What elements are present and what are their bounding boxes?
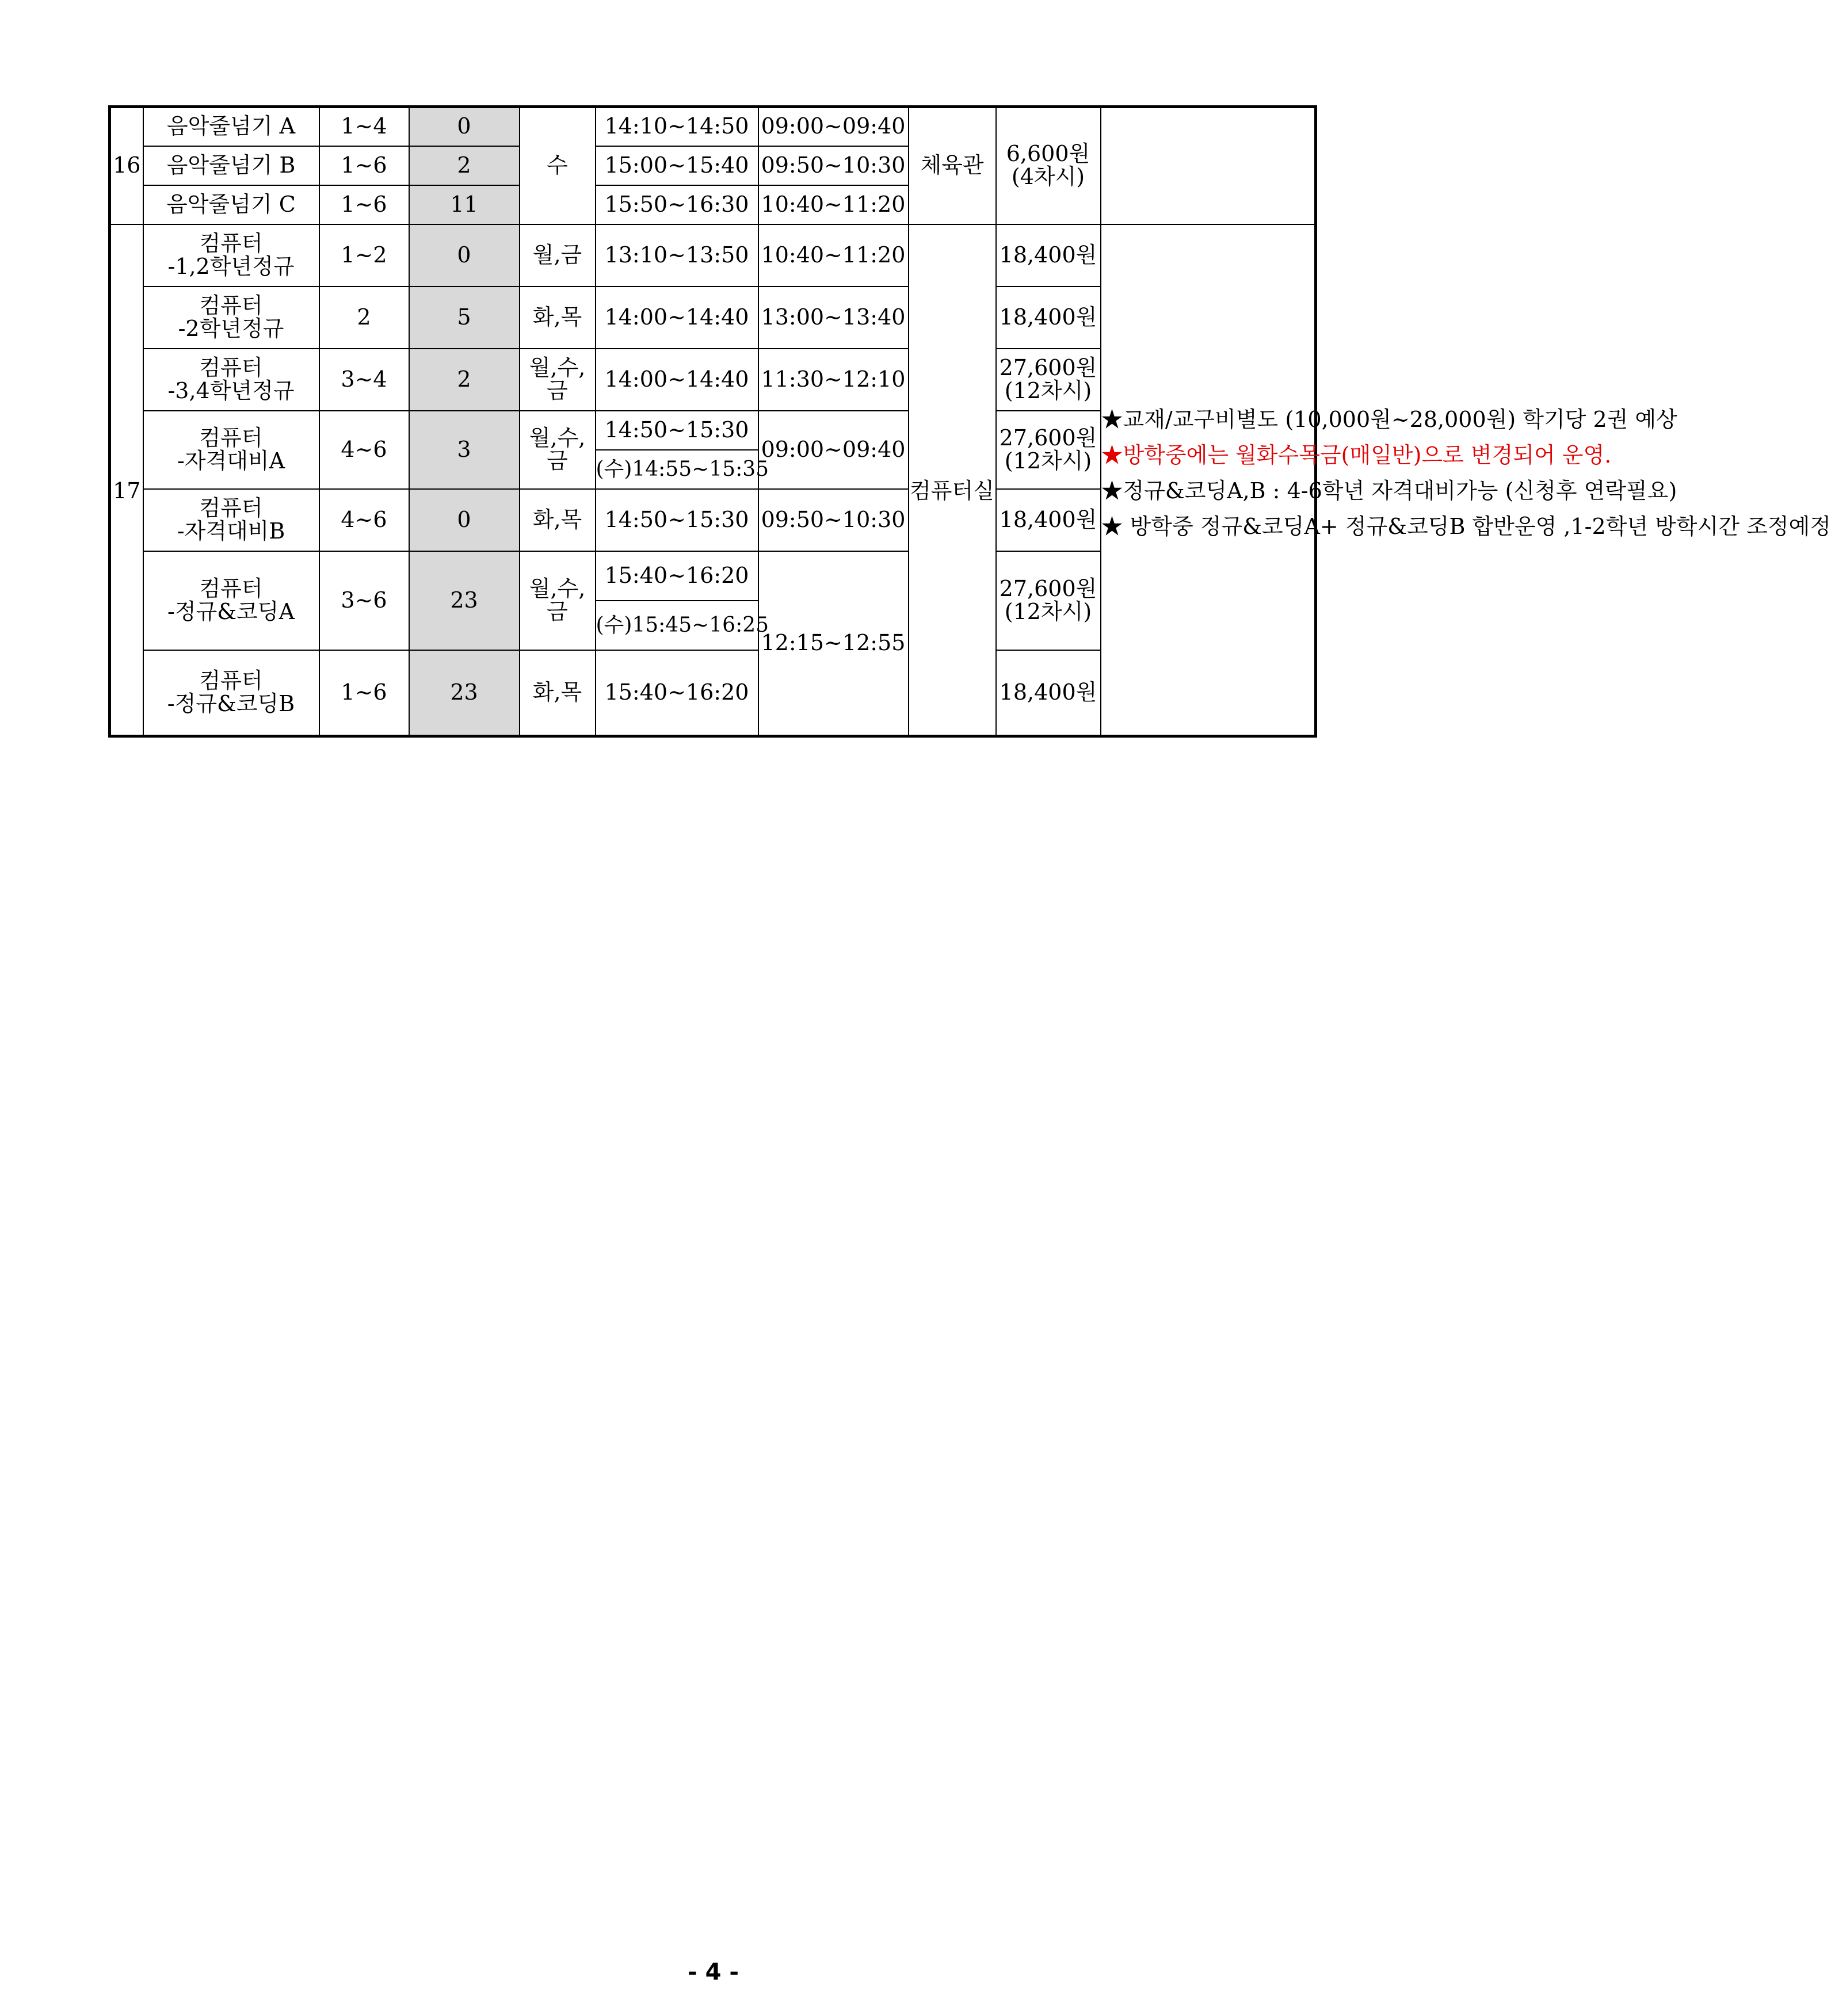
- enrollment-count: 3: [409, 411, 520, 489]
- class-fee: [996, 411, 1101, 489]
- class-time-wednesday: (수)14:55~15:35: [596, 450, 758, 489]
- class-time: 14:00~14:40: [596, 287, 758, 349]
- class-day: 화,목: [520, 489, 596, 551]
- vacation-time: 13:00~13:40: [758, 287, 909, 349]
- vacation-time: 09:50~10:30: [758, 489, 909, 551]
- vacation-time: 12:15~12:55: [758, 551, 909, 736]
- course-name: [143, 489, 319, 551]
- fee-amount: 27,600원: [999, 425, 1097, 450]
- course-name-line2: -자격대비B: [177, 518, 285, 544]
- class-time: 15:50~16:30: [596, 185, 758, 224]
- class-day-line1: 월,수,: [529, 354, 586, 380]
- class-day: 화,목: [520, 287, 596, 349]
- course-name: [143, 224, 319, 287]
- row-number: 16: [110, 107, 143, 224]
- course-name: [143, 650, 319, 736]
- course-name-line1: 컴퓨터: [199, 354, 263, 380]
- grade-range: 1~6: [319, 185, 409, 224]
- class-day-line1: 월,수,: [529, 425, 586, 450]
- page-number: - 4 -: [688, 1959, 739, 1986]
- class-fee: [996, 107, 1101, 224]
- grade-range: 4~6: [319, 489, 409, 551]
- class-time: 14:50~15:30: [596, 411, 758, 450]
- course-name: 음악줄넘기 A: [143, 107, 319, 146]
- enrollment-count: 2: [409, 146, 520, 185]
- enrollment-count: 5: [409, 287, 520, 349]
- course-name: [143, 349, 319, 411]
- grade-range: 1~6: [319, 650, 409, 736]
- note-vacation: ★방학중에는 월화수목금(매일반)으로 변경되어 운영.: [1101, 442, 1612, 468]
- enrollment-count: 23: [409, 551, 520, 650]
- enrollment-count: 2: [409, 349, 520, 411]
- course-name: [143, 287, 319, 349]
- vacation-time: 11:30~12:10: [758, 349, 909, 411]
- grade-range: 1~6: [319, 146, 409, 185]
- course-name: 음악줄넘기 C: [143, 185, 319, 224]
- class-time: 14:00~14:40: [596, 349, 758, 411]
- grade-range: 2: [319, 287, 409, 349]
- course-name-line2: -2학년정규: [178, 315, 284, 341]
- class-time: 14:10~14:50: [596, 107, 758, 146]
- course-name: [143, 551, 319, 650]
- grade-range: 1~2: [319, 224, 409, 287]
- enrollment-count: 11: [409, 185, 520, 224]
- class-day: [520, 349, 596, 411]
- course-name-line1: 컴퓨터: [199, 425, 263, 450]
- fee-sessions: (4차시): [1011, 164, 1085, 190]
- class-fee: [996, 349, 1101, 411]
- course-name: 음악줄넘기 B: [143, 146, 319, 185]
- course-name-line2: -3,4학년정규: [167, 377, 295, 403]
- class-time: 15:00~15:40: [596, 146, 758, 185]
- class-day-line2: 금: [547, 377, 568, 403]
- class-day: 수: [520, 107, 596, 224]
- course-name-line1: 컴퓨터: [199, 575, 263, 601]
- vacation-time: 10:40~11:20: [758, 224, 909, 287]
- grade-range: 4~6: [319, 411, 409, 489]
- class-day: 월,금: [520, 224, 596, 287]
- class-time: 13:10~13:50: [596, 224, 758, 287]
- class-day-line2: 금: [547, 448, 568, 474]
- course-name-line2: -정규&코딩A: [167, 598, 295, 624]
- fee-amount: 27,600원: [999, 354, 1097, 380]
- grade-range: 1~4: [319, 107, 409, 146]
- class-time: 15:40~16:20: [596, 650, 758, 736]
- enrollment-count: 0: [409, 489, 520, 551]
- class-time: 15:40~16:20: [596, 551, 758, 601]
- class-day: [520, 411, 596, 489]
- note-materials: ★교재/교구비별도 (10,000원~28,000원) 학기당 2권 예상: [1101, 406, 1677, 432]
- course-name-line2: -자격대비A: [177, 448, 285, 474]
- course-name-line1: 컴퓨터: [199, 292, 263, 318]
- schedule-table: [108, 105, 1831, 738]
- notes-cell: [1101, 107, 1316, 224]
- vacation-time: 09:00~09:40: [758, 107, 909, 146]
- enrollment-count: 0: [409, 107, 520, 146]
- class-fee: [996, 551, 1101, 650]
- fee-amount: 27,600원: [999, 575, 1097, 601]
- table-row: [110, 224, 1316, 287]
- fee-amount: 6,600원: [1006, 141, 1090, 167]
- class-place: 컴퓨터실: [909, 224, 996, 736]
- class-day-line2: 금: [547, 598, 568, 624]
- course-name: [143, 411, 319, 489]
- row-number: 17: [110, 224, 143, 736]
- class-fee: 18,400원: [996, 287, 1101, 349]
- grade-range: 3~6: [319, 551, 409, 650]
- course-name-line1: 컴퓨터: [199, 230, 263, 256]
- class-fee: 18,400원: [996, 224, 1101, 287]
- course-name-line2: -1,2학년정규: [167, 253, 295, 279]
- class-time-wednesday: (수)15:45~16:25: [596, 601, 758, 650]
- fee-sessions: (12차시): [1004, 598, 1092, 624]
- class-day: [520, 551, 596, 650]
- note-certification: ★정규&코딩A,B : 4-6학년 자격대비가능 (신청후 연락필요): [1101, 478, 1677, 503]
- note-merged-class: ★ 방학중 정규&코딩A+ 정규&코딩B 합반운영 ,1-2학년 방학시간 조정예정: [1101, 513, 1831, 539]
- notes-cell: [1101, 224, 1831, 736]
- grade-range: 3~4: [319, 349, 409, 411]
- vacation-time: 09:50~10:30: [758, 146, 909, 185]
- vacation-time: 09:00~09:40: [758, 411, 909, 489]
- vacation-time: 10:40~11:20: [758, 185, 909, 224]
- fee-sessions: (12차시): [1004, 377, 1092, 403]
- class-place: 체육관: [909, 107, 996, 224]
- course-name-line1: 컴퓨터: [199, 667, 263, 693]
- enrollment-count: 0: [409, 224, 520, 287]
- class-time: 14:50~15:30: [596, 489, 758, 551]
- class-fee: 18,400원: [996, 489, 1101, 551]
- class-fee: 18,400원: [996, 650, 1101, 736]
- table-row: [110, 107, 1316, 146]
- course-name-line2: -정규&코딩B: [167, 690, 295, 716]
- course-name-line1: 컴퓨터: [199, 495, 263, 521]
- enrollment-count: 23: [409, 650, 520, 736]
- class-day-line1: 월,수,: [529, 575, 586, 601]
- fee-sessions: (12차시): [1004, 448, 1092, 474]
- class-day: 화,목: [520, 650, 596, 736]
